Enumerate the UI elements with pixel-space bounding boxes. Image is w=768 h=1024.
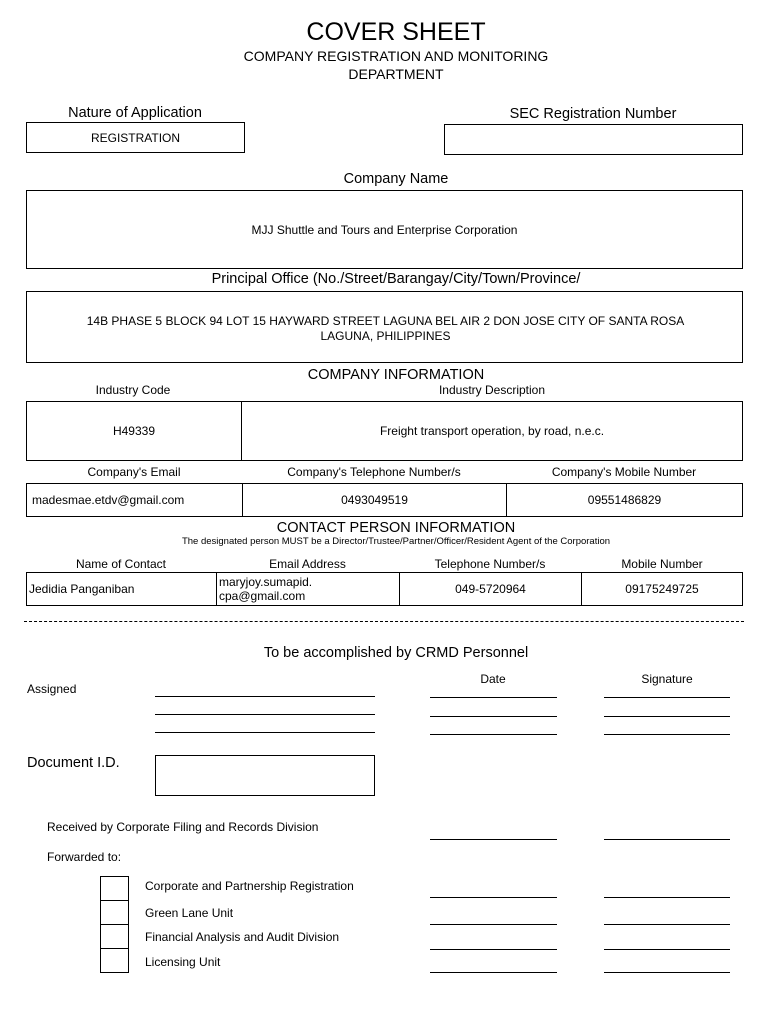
forward-signature-line-4[interactable] bbox=[604, 972, 730, 973]
checkbox-financial-analysis-audit[interactable] bbox=[100, 924, 129, 949]
company-telephone-field[interactable] bbox=[242, 483, 507, 517]
industry-code-field[interactable] bbox=[26, 401, 242, 461]
sec-registration-label: SEC Registration Number bbox=[509, 106, 677, 122]
contact-email-line-2: cpa@gmail.com bbox=[219, 589, 306, 603]
forward-date-line-2[interactable] bbox=[430, 924, 557, 925]
forward-signature-line-1[interactable] bbox=[604, 897, 730, 898]
crmd-heading: To be accomplished by CRMD Personnel bbox=[263, 645, 529, 661]
company-telephone-value: 0493049519 bbox=[341, 493, 408, 507]
forward-date-line-1[interactable] bbox=[430, 897, 557, 898]
assigned-label: Assigned bbox=[27, 682, 77, 696]
company-name-label: Company Name bbox=[343, 171, 449, 187]
company-email-field[interactable] bbox=[26, 483, 243, 517]
contact-name-label: Name of Contact bbox=[75, 557, 167, 571]
document-id-label: Document I.D. bbox=[27, 755, 120, 771]
forward-signature-line-2[interactable] bbox=[604, 924, 730, 925]
cover-sheet-title: COVER SHEET bbox=[306, 18, 486, 46]
principal-office-line-2: LAGUNA, PHILIPPINES bbox=[320, 329, 451, 343]
contact-name-field[interactable] bbox=[26, 572, 217, 606]
assigned-name-line-2[interactable] bbox=[155, 714, 375, 715]
assigned-signature-line-1[interactable] bbox=[604, 697, 730, 698]
contact-mobile-value: 09175249725 bbox=[625, 582, 699, 596]
contact-person-heading: CONTACT PERSON INFORMATION bbox=[276, 520, 516, 536]
assigned-name-line-3[interactable] bbox=[155, 732, 375, 733]
industry-description-label: Industry Description bbox=[438, 383, 546, 397]
nature-of-application-label: Nature of Application bbox=[68, 105, 202, 121]
checkbox-green-lane-unit[interactable] bbox=[100, 900, 129, 925]
assigned-date-line-2[interactable] bbox=[430, 716, 557, 717]
principal-office-field[interactable] bbox=[26, 291, 743, 363]
received-date-line[interactable] bbox=[430, 839, 557, 840]
company-mobile-field[interactable] bbox=[506, 483, 743, 517]
forward-date-line-3[interactable] bbox=[430, 949, 557, 950]
checkbox-licensing-unit[interactable] bbox=[100, 948, 129, 973]
checkbox-corporate-partnership-registration[interactable] bbox=[100, 876, 129, 901]
company-name-value: MJJ Shuttle and Tours and Enterprise Corporation bbox=[251, 222, 518, 237]
contact-email-field[interactable] bbox=[216, 572, 400, 606]
industry-description-field[interactable] bbox=[241, 401, 743, 461]
forward-date-line-4[interactable] bbox=[430, 972, 557, 973]
received-by-label: Received by Corporate Filing and Records Division bbox=[47, 820, 319, 834]
assigned-name-line-1[interactable] bbox=[155, 696, 375, 697]
principal-office-line-1: 14B PHASE 5 BLOCK 94 LOT 15 HAYWARD STREET LAGUNA BEL AIR 2 DON JOSE CITY OF SANTA ROSA bbox=[86, 314, 685, 328]
forward-item-financial-analysis-audit: Financial Analysis and Audit Division bbox=[145, 930, 340, 944]
contact-mobile-field[interactable] bbox=[581, 572, 743, 606]
assigned-date-line-1[interactable] bbox=[430, 697, 557, 698]
contact-person-note: The designated person MUST be a Director/Trustee/Partner/Officer/Resident Agent of the Corporation bbox=[181, 536, 611, 547]
nature-of-application-value: REGISTRATION bbox=[90, 130, 181, 145]
industry-code-value: H49339 bbox=[112, 424, 156, 438]
company-mobile-value: 09551486829 bbox=[587, 493, 662, 507]
department-line-1: COMPANY REGISTRATION AND MONITORING bbox=[243, 48, 549, 64]
principal-office-label: Principal Office (No./Street/Barangay/City/Town/Province/ bbox=[211, 271, 581, 287]
assigned-signature-line-2[interactable] bbox=[604, 716, 730, 717]
contact-email-label: Email Address bbox=[269, 557, 346, 571]
forwarded-to-label: Forwarded to: bbox=[47, 850, 122, 864]
contact-name-value: Jedidia Panganiban bbox=[29, 582, 135, 596]
company-mobile-label: Company's Mobile Number bbox=[551, 465, 697, 479]
industry-code-label: Industry Code bbox=[95, 383, 171, 397]
company-email-value: madesmae.etdv@gmail.com bbox=[32, 493, 185, 507]
received-signature-line[interactable] bbox=[604, 839, 730, 840]
company-telephone-label: Company's Telephone Number/s bbox=[287, 465, 461, 479]
forward-item-corporate-partnership-registration: Corporate and Partnership Registration bbox=[145, 879, 354, 893]
forward-item-green-lane-unit: Green Lane Unit bbox=[145, 906, 234, 920]
date-column-label: Date bbox=[480, 672, 506, 686]
company-email-label: Company's Email bbox=[87, 465, 181, 479]
industry-description-value: Freight transport operation, by road, n.e.c. bbox=[379, 424, 605, 438]
company-name-field[interactable] bbox=[26, 190, 743, 269]
department-line-2: DEPARTMENT bbox=[348, 66, 444, 82]
document-id-field[interactable] bbox=[155, 755, 375, 796]
contact-mobile-label: Mobile Number bbox=[621, 557, 703, 571]
assigned-signature-line-3[interactable] bbox=[604, 734, 730, 735]
signature-column-label: Signature bbox=[641, 672, 693, 686]
contact-email-line-1: maryjoy.sumapid. bbox=[219, 575, 313, 589]
nature-of-application-field[interactable] bbox=[26, 122, 245, 153]
contact-telephone-label: Telephone Number/s bbox=[434, 557, 546, 571]
forward-signature-line-3[interactable] bbox=[604, 949, 730, 950]
sec-registration-field[interactable] bbox=[444, 124, 743, 155]
assigned-date-line-3[interactable] bbox=[430, 734, 557, 735]
dashed-separator bbox=[24, 621, 744, 622]
forward-item-licensing-unit: Licensing Unit bbox=[145, 955, 221, 969]
contact-telephone-field[interactable] bbox=[399, 572, 582, 606]
contact-telephone-value: 049-5720964 bbox=[455, 582, 526, 596]
company-information-heading: COMPANY INFORMATION bbox=[307, 367, 485, 383]
